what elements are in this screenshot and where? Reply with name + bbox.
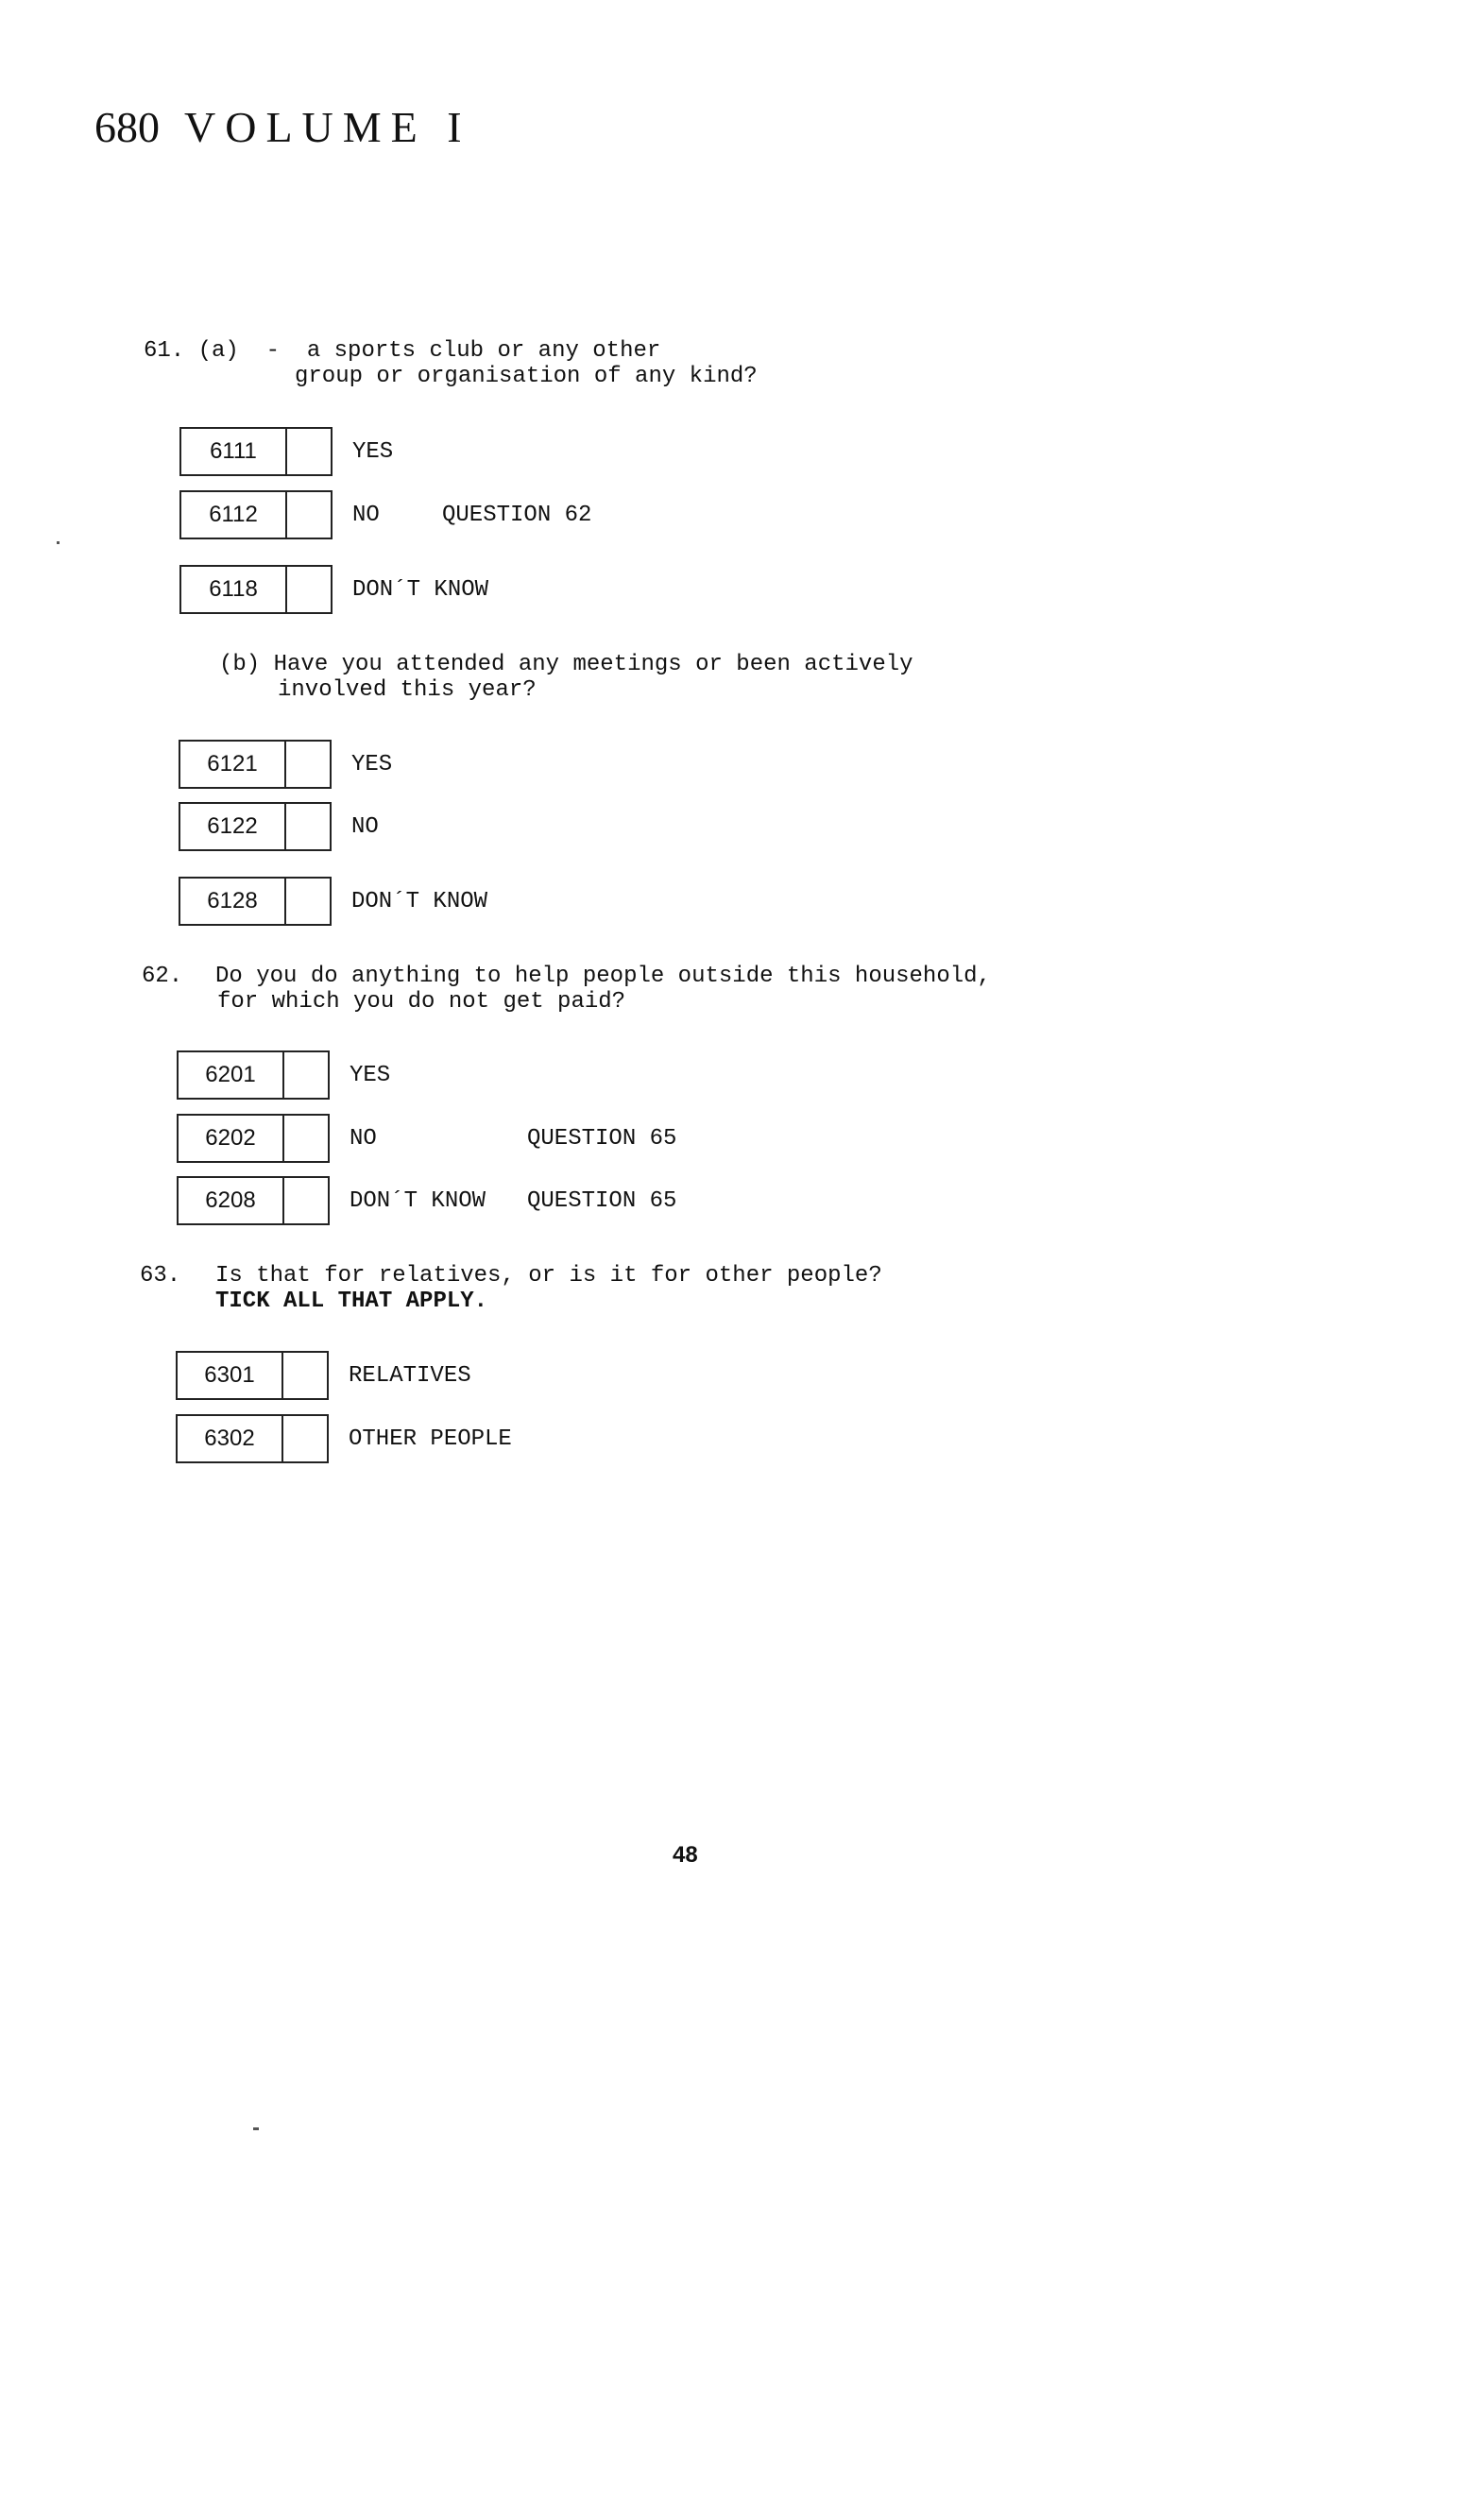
option-code: 6128 xyxy=(180,879,286,924)
tick-box[interactable] xyxy=(283,1416,327,1461)
q63-option-relatives-label: RELATIVES xyxy=(349,1363,471,1389)
tick-box[interactable] xyxy=(287,429,331,474)
q63-number: 63. xyxy=(140,1263,181,1289)
q62-line2: for which you do not get paid? xyxy=(217,989,626,1015)
q61a-option-dontknow-label: DON´T KNOW xyxy=(352,577,489,603)
q61b-option-no-box xyxy=(179,802,332,851)
q63-instruction: TICK ALL THAT APPLY. xyxy=(215,1289,488,1314)
option-code: 6112 xyxy=(181,492,287,538)
q63-line1: Is that for relatives, or is it for other people? xyxy=(215,1263,882,1289)
q62-option-dontknow-label: DON´T KNOW xyxy=(350,1188,486,1214)
q63-option-other-label: OTHER PEOPLE xyxy=(349,1426,512,1452)
q61a-option-yes-box xyxy=(179,427,333,476)
q62-option-yes-label: YES xyxy=(350,1063,391,1088)
q62-option-no-route: QUESTION 65 xyxy=(527,1126,677,1152)
page-header xyxy=(94,102,471,152)
option-code: 6302 xyxy=(178,1416,283,1461)
option-code: 6118 xyxy=(181,567,287,612)
option-code: 6201 xyxy=(179,1052,284,1098)
q62-option-no-box xyxy=(177,1114,330,1163)
q62-option-no-label: NO xyxy=(350,1126,377,1152)
tick-box[interactable] xyxy=(286,742,330,787)
q63-option-relatives-box xyxy=(176,1351,329,1400)
option-code: 6301 xyxy=(178,1353,283,1398)
volume-page-number: 680 xyxy=(94,103,160,151)
q61b-option-dontknow-label: DON´T KNOW xyxy=(351,889,488,914)
tick-box[interactable] xyxy=(284,1178,328,1223)
tick-box[interactable] xyxy=(284,1116,328,1161)
q62-number: 62. xyxy=(142,964,183,989)
q61b-option-dontknow-box xyxy=(179,877,332,926)
q62-option-dontknow-box xyxy=(177,1176,330,1225)
q61a-option-dontknow-box xyxy=(179,565,333,614)
option-code: 6202 xyxy=(179,1116,284,1161)
q62-option-yes-box xyxy=(177,1050,330,1100)
tick-box[interactable] xyxy=(284,1052,328,1098)
volume-title: VOLUME I xyxy=(184,103,471,151)
q61a-option-yes-label: YES xyxy=(352,439,394,465)
q62-option-dontknow-route: QUESTION 65 xyxy=(527,1188,677,1214)
q61a-option-no-label: NO xyxy=(352,503,380,528)
q61a-option-no-route: QUESTION 62 xyxy=(442,503,592,528)
tick-box[interactable] xyxy=(287,492,331,538)
option-code: 6208 xyxy=(179,1178,284,1223)
scan-speck xyxy=(253,2127,259,2130)
q61a-option-no-box xyxy=(179,490,333,539)
q61b-line1: (b) Have you attended any meetings or been actively xyxy=(219,652,913,677)
q63-option-other-box xyxy=(176,1414,329,1463)
tick-box[interactable] xyxy=(283,1353,327,1398)
q61b-option-yes-label: YES xyxy=(351,752,393,777)
page-number: 48 xyxy=(673,1842,698,1868)
option-code: 6122 xyxy=(180,804,286,849)
tick-box[interactable] xyxy=(286,804,330,849)
q61a-line1: 61. (a) - a sports club or any other xyxy=(144,338,661,364)
scan-speck xyxy=(57,541,60,544)
tick-box[interactable] xyxy=(287,567,331,612)
option-code: 6121 xyxy=(180,742,286,787)
q61b-option-yes-box xyxy=(179,740,332,789)
q61b-option-no-label: NO xyxy=(351,814,379,840)
option-code: 6111 xyxy=(181,429,287,474)
q61b-line2: involved this year? xyxy=(278,677,537,703)
tick-box[interactable] xyxy=(286,879,330,924)
q62-line1: Do you do anything to help people outside this household, xyxy=(215,964,991,989)
q61a-line2: group or organisation of any kind? xyxy=(295,364,758,389)
